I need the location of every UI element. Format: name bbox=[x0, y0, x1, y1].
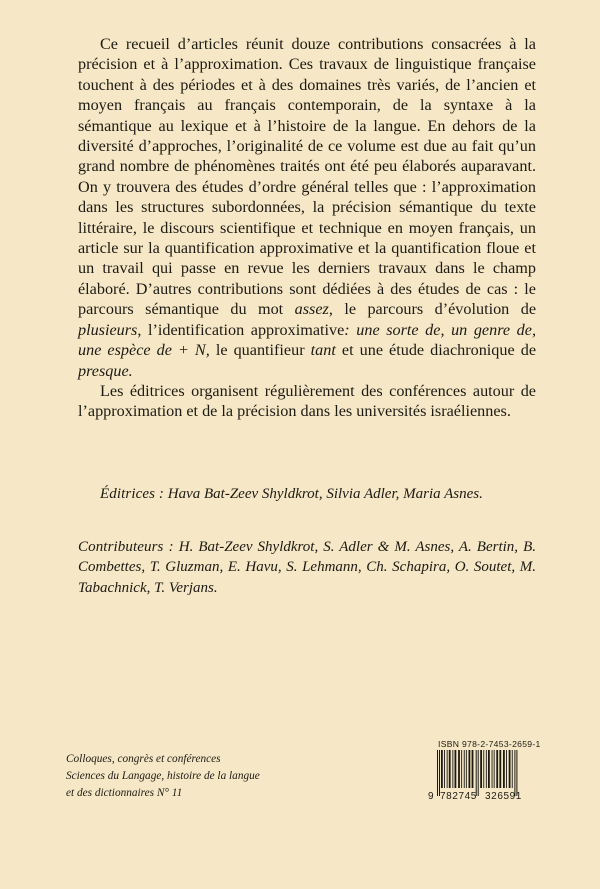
barcode-bar bbox=[469, 750, 471, 788]
contributors-line bbox=[78, 537, 536, 598]
abstract-text bbox=[78, 34, 536, 422]
abstract-italic-run: : une sorte de, un genre de, une espèce de + N, bbox=[78, 320, 536, 360]
abstract-paragraph-2: Les éditrices organisent régulièrement des conférences autour de l’approximation et de la précision dans les universités israéliennes. bbox=[78, 381, 536, 421]
barcode-bar bbox=[461, 750, 462, 788]
barcode-bar bbox=[452, 750, 453, 788]
barcode-bar bbox=[509, 750, 511, 788]
abstract-italic-run: plusieurs bbox=[78, 320, 138, 339]
series-line-3: et des dictionnaires N° 11 bbox=[66, 786, 183, 799]
barcode-bar bbox=[476, 750, 477, 796]
barcode-bar bbox=[506, 750, 507, 788]
barcode-bar bbox=[447, 750, 448, 788]
barcode-bar bbox=[444, 750, 445, 788]
barcode-lead-digit: 9 bbox=[428, 791, 434, 800]
abstract-text-run: Ce recueil d’articles réunit douze contributions consacrées à la précision et à l’approximation. Ces travaux de linguistique française touchent à des périodes et à des domaines très variés, de l’ancien et moyen français au français contemporain, de la syntaxe à la sémantique au lexique et à l’histoire de la langue. En dehors de la diversité d’approches, l’originalité de ce volume est due au fait qu’un grand nombre de phénomènes traités ont été peu élaborés auparavant. On y trouvera des études d’ordre général telles que : l’approximation dans les structures subordonnées, la précision sémantique du texte littéraire, le discours scientifique et technique en moyen français, un article sur la quantification approximative et la quantification floue et un travail qui passe en revue les derniers travaux dans le champ élaboré. D’autres contributions sont dédiées à des études de cas : le parcours sémantique du mot bbox=[78, 35, 536, 319]
barcode-bar bbox=[441, 750, 443, 788]
barcode-bar bbox=[449, 750, 451, 788]
barcode-bar bbox=[480, 750, 482, 788]
barcode-bar bbox=[514, 750, 515, 796]
barcode-bar bbox=[478, 750, 479, 796]
abstract-text-run: le quantifieur bbox=[209, 341, 311, 360]
isbn-label: ISBN 978-2-7453-2659-1 bbox=[438, 739, 541, 749]
barcode-bar bbox=[439, 750, 440, 796]
editors-names: Hava Bat-Zeev Shyldkrot, Silvia Adler, Maria Asnes. bbox=[164, 486, 483, 502]
barcode-bar bbox=[494, 750, 495, 788]
barcode-bar bbox=[472, 750, 474, 788]
abstract-text-run: , l’identification approximative bbox=[137, 320, 345, 339]
barcode-bar bbox=[483, 750, 484, 788]
series-line-1: Colloques, congrès et conférences bbox=[66, 753, 221, 765]
barcode-bar bbox=[486, 750, 487, 788]
abstract-italic-run: tant bbox=[310, 341, 336, 360]
barcode-bar bbox=[437, 750, 438, 796]
barcode-bar bbox=[455, 750, 457, 788]
series-info bbox=[66, 751, 306, 801]
abstract-text-run: et une étude diachronique de bbox=[335, 341, 537, 360]
barcode-bar bbox=[516, 750, 517, 796]
barcode-bar bbox=[488, 750, 490, 788]
abstract-italic-run: assez bbox=[294, 300, 329, 319]
barcode-bar bbox=[496, 750, 498, 788]
abstract-text-run: , le parcours d’évolution de bbox=[328, 300, 537, 319]
abstract-italic-run: presque. bbox=[78, 361, 133, 380]
contributors-label: Contributeurs : bbox=[78, 539, 174, 555]
series-line-2: Sciences du Langage, histoire de la langue bbox=[66, 769, 260, 782]
contributors-names: H. Bat-Zeev Shyldkrot, S. Adler & M. Asnes, A. Bertin, B. Combettes, T. Gluzman, E. Havu, S. Lehmann, Ch. Schapira, O. Soutet, M. Tabachnick, T. Verjans. bbox=[78, 539, 536, 596]
barcode-bar bbox=[499, 750, 501, 788]
barcode-bar bbox=[464, 750, 465, 788]
isbn-barcode bbox=[427, 739, 541, 800]
barcode-icon bbox=[427, 750, 535, 800]
editors-line bbox=[78, 484, 536, 504]
barcode-right-digits: 326591 bbox=[485, 791, 522, 800]
abstract-paragraph-1 bbox=[78, 34, 536, 381]
editors-label: Éditrices : bbox=[100, 486, 165, 502]
barcode-bar bbox=[458, 750, 460, 788]
barcode-bar bbox=[512, 750, 513, 788]
barcode-bar bbox=[466, 750, 467, 788]
barcode-bar bbox=[503, 750, 505, 788]
barcode-bar bbox=[492, 750, 493, 788]
barcode-left-digits: 782745 bbox=[440, 791, 477, 800]
